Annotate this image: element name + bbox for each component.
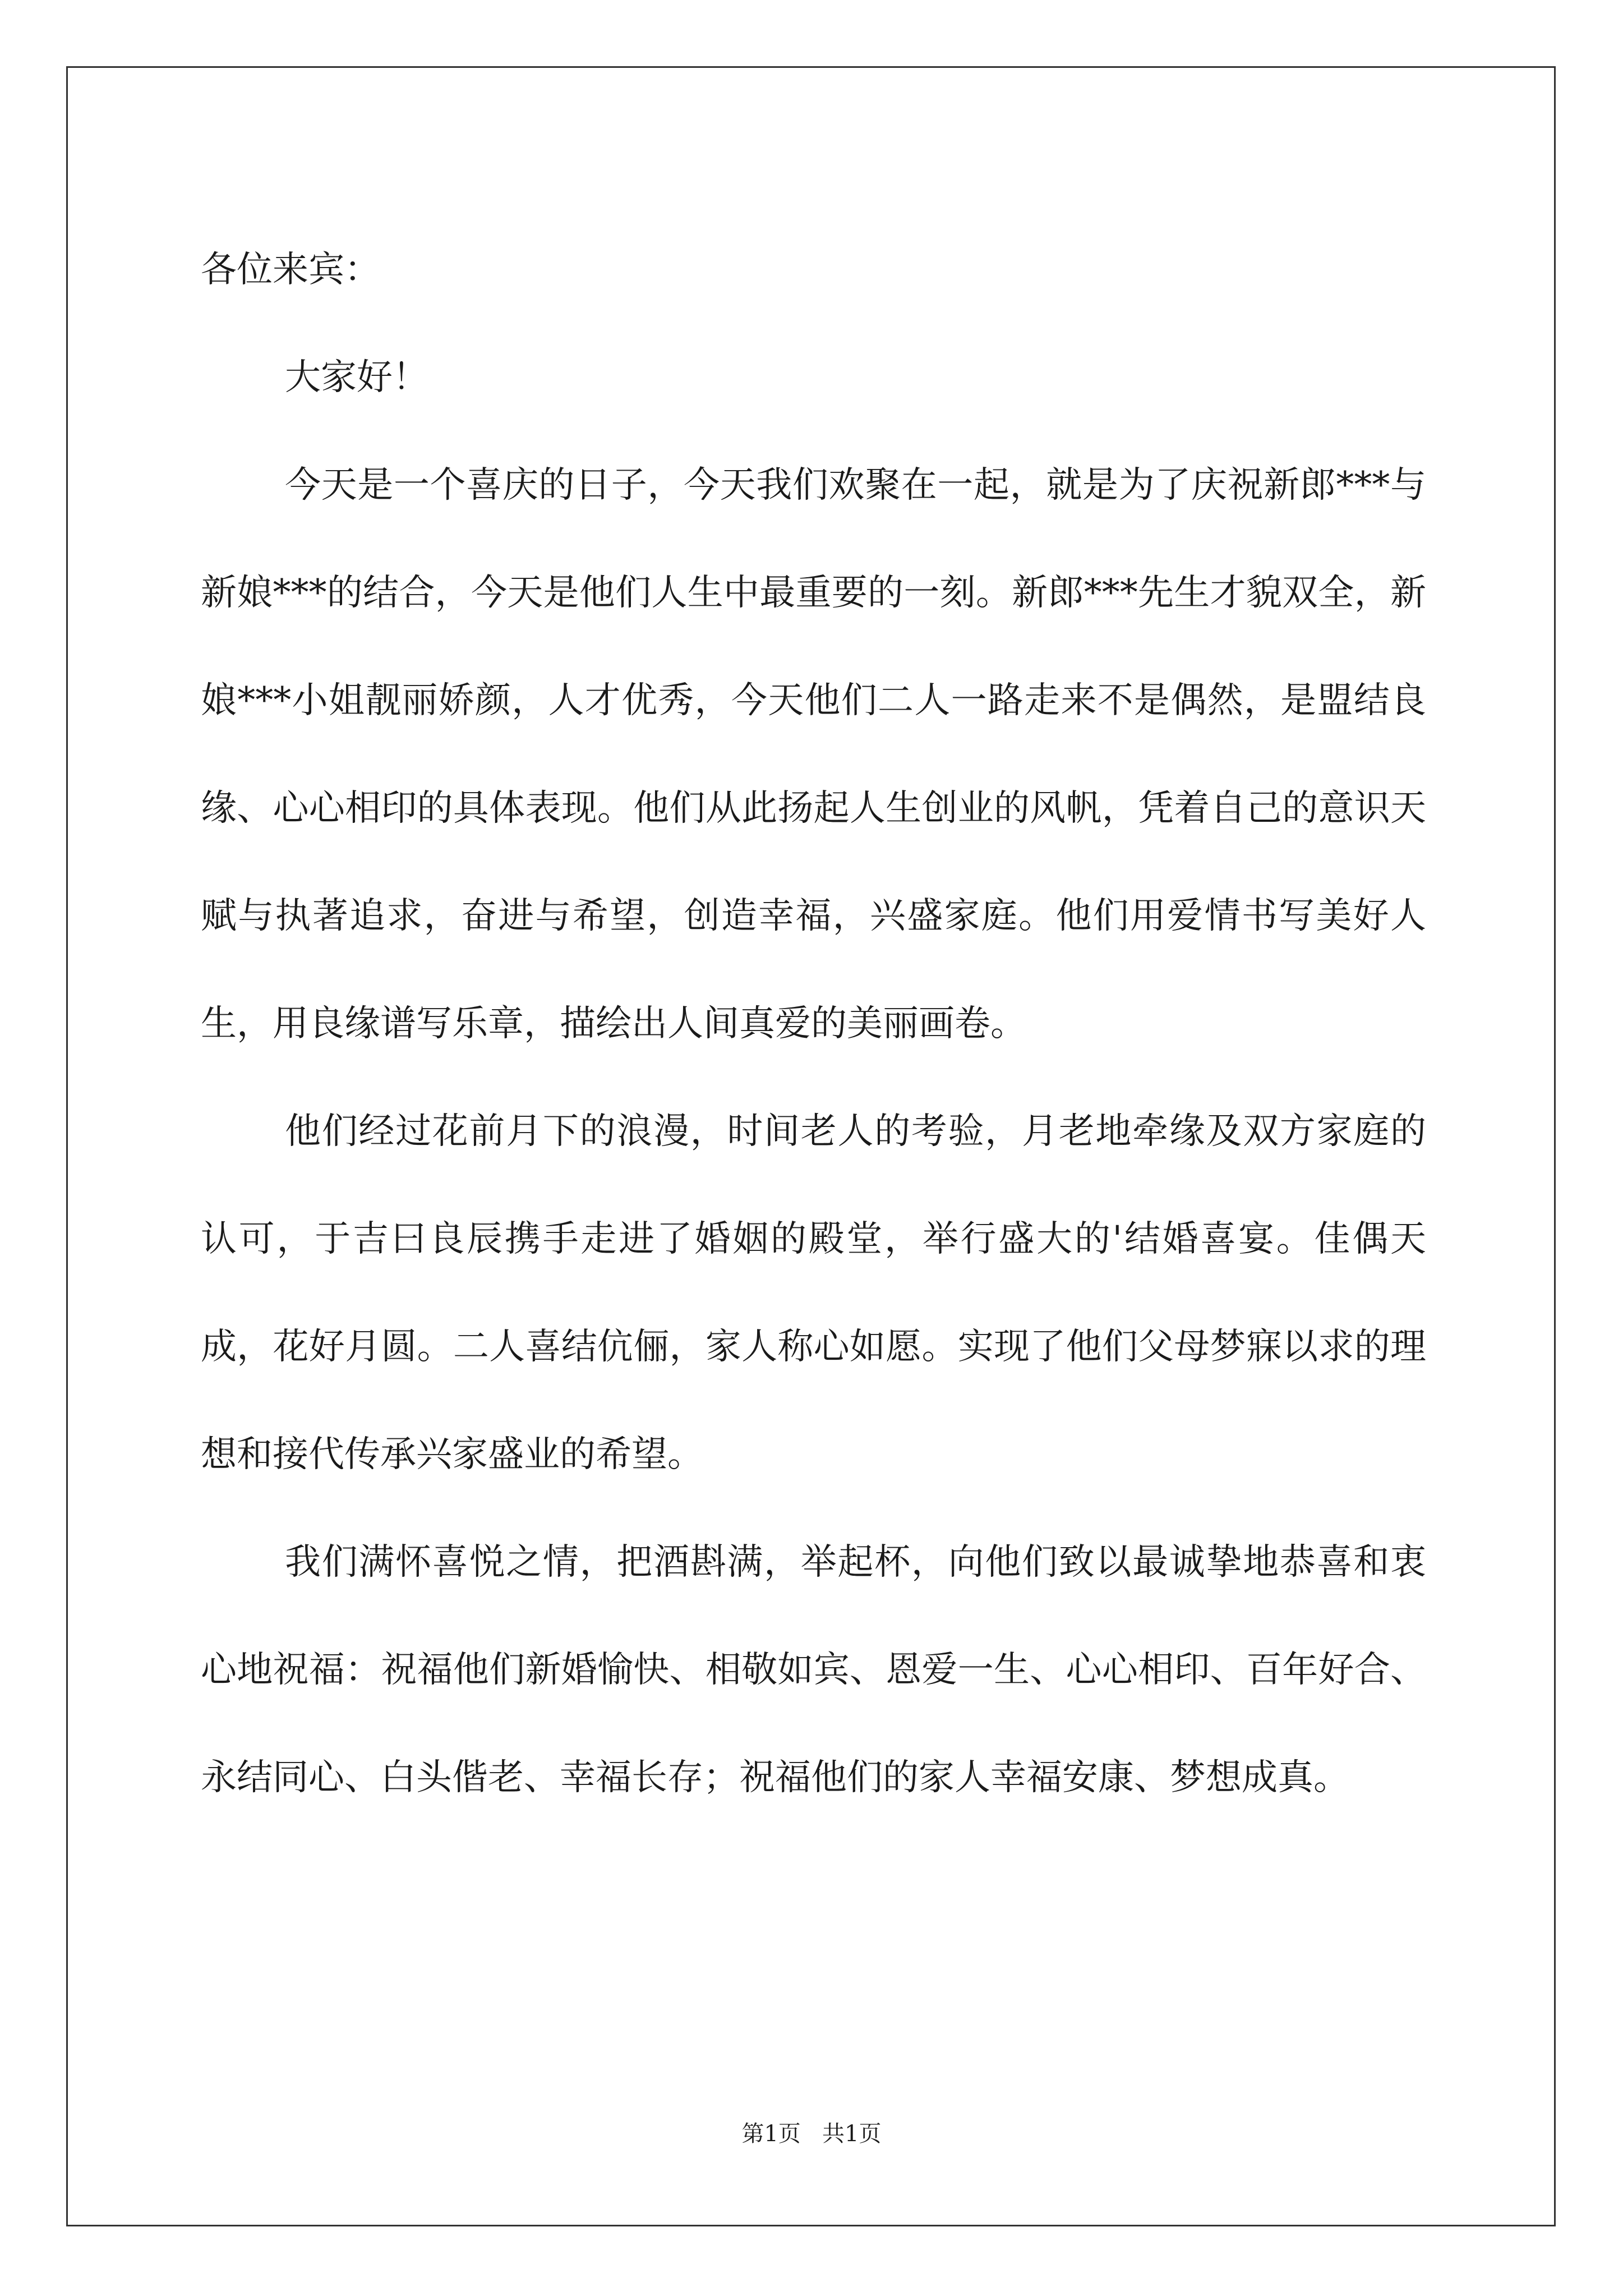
paragraph: 我们满怀喜悦之情，把酒斟满，举起杯，向他们致以最诚挚地恭喜和衷心地祝福：祝福他们新婚愉快、相敬如宾、恩爱一生、心心相印、百年好合、永结同心、白头偕老、幸福长存；祝福他们的家人幸福安康、梦想成真。 (201, 1542, 1426, 1798)
paragraph-greeting: 大家好！ (285, 357, 428, 398)
document-body (201, 216, 1426, 1832)
page-number-footer: 第1页 共1页 (741, 2121, 882, 2147)
paragraph: 他们经过花前月下的浪漫，时间老人的考验，月老地牵缘及双方家庭的认可，于吉曰良辰携手走进了婚姻的殿堂，举行盛大的'结婚喜宴。佳偶天成，花好月圆。二人喜结伉俪，家人称心如愿。实现了他们父母梦寐以求的理想和接代传承兴家盛业的希望。 (201, 1111, 1426, 1475)
salutation: 各位来宾： (201, 249, 380, 291)
paragraph: 今天是一个喜庆的日子，今天我们欢聚在一起，就是为了庆祝新郎***与新娘***的结合，今天是他们人生中最重要的一刻。新郎***先生才貌双全，新娘***小姐靓丽娇颜，人才优秀，今天他们二人一路走来不是偶然，是盟结良缘、心心相印的具体表现。他们从此扬起人生创业的风帆，凭着自己的意识天赋与执著追求，奋进与希望，创造幸福，兴盛家庭。他们用爱情书写美好人生，用良缘谱写乐章，描绘出人间真爱的美丽画卷。 (201, 464, 1426, 1045)
